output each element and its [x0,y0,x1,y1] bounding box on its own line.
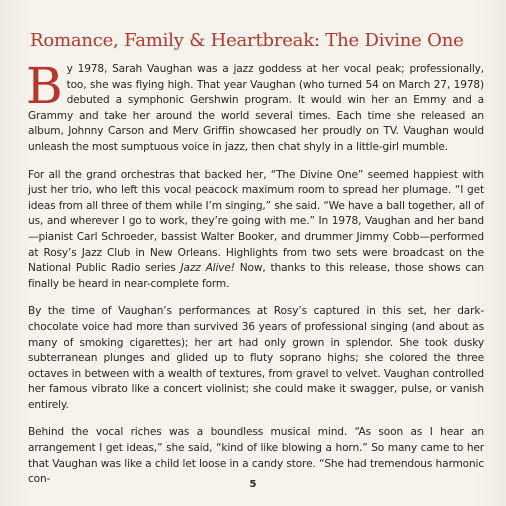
paragraph-3: By the time of Vaughan’s performances at Rosy’s captured in this set, her dark-chocolate voice had more than survived 36 years of professional singing (and about as many of smoking cigarettes); her art had only grown in splendor. She took dusky subterranean plunges and glided up to fluty soprano highs; she colored the three octaves in between with a wealth of textures, from gravel to velvet. Vaughan controlled her famous vibrato like a concert violinist; she could make it swagger, pulse, or vanish entirely. [28,305,484,411]
article-title: Romance, Family & Heartbreak: The Divine One [30,30,464,51]
page-number: 5 [249,479,257,490]
drop-cap: B [26,57,63,115]
radio-series-title: Jazz Alive! [180,262,235,275]
paragraph-2 [28,168,484,293]
paragraph-2-text-a: For all the grand orchestras that backed her, “The Divine One” seemed happiest with just her trio, who left this vocal peacock maximum room to spread her plumage. “I get ideas from all three of them while I’m singing,” she said. “We have a ball together, all of us, and wherever I go to work, they’re going with me.” In 1978, Vaughan and her band—pianist Carl Schroeder, bassist Walter Booker, and drummer Jimmy Cobb—performed at Rosy’s Jazz Club in New Orleans. Highlights from two sets were broadcast on the National Public Radio series [28,168,484,275]
paragraph-1 [26,57,484,156]
paragraph-2-text-b: Now, thanks to this release, those shows can finally be heard in near-complete form. [28,262,484,290]
paragraph-4: Behind the vocal riches was a boundless musical mind. “As soon as I hear an arrangement I get ideas,” she said, “kind of like blowing a horn.” So many came to her that Vaughan was like a child let loose in a candy store. “She had tremendous harmonic con- [28,426,484,486]
paragraph-1-text: y 1978, Sarah Vaughan was a jazz goddess at her vocal peak; professionally, too, she was flying high. That year Vaughan (who turned 54 on March 27, 1978) debuted a symphonic Gershwin program. It would win her an Emmy and a Grammy and take her around the world several times. Each time she released an album, Johnny Carson and Merv Griffin showcased her proudly on TV. Vaughan would unleash the most sumptuous voice in jazz, then chat shyly in a little-girl mumble. [28,63,484,153]
